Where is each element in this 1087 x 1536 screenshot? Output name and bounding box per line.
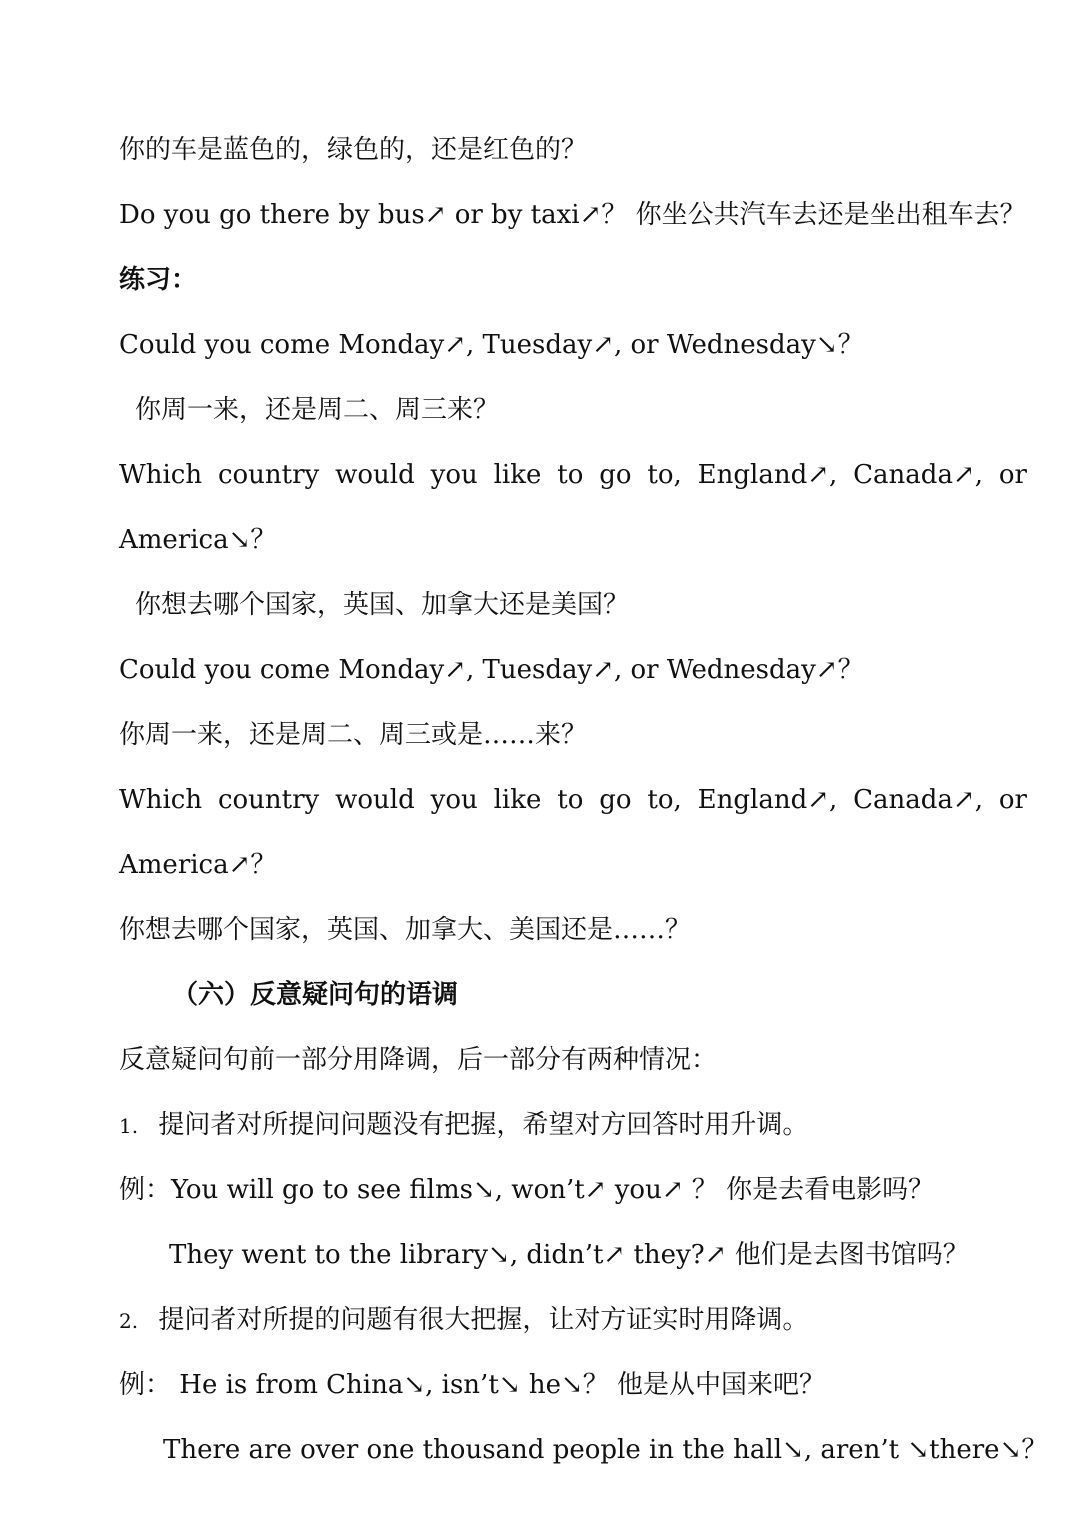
word: Canada↗, (853, 460, 983, 490)
word: or (998, 460, 1027, 490)
item-number: 2. (119, 1309, 139, 1333)
numbered-item (119, 1304, 808, 1337)
justified-line (119, 784, 1027, 816)
text-line: 你周一来，还是周二、周三来？ (135, 395, 500, 425)
word: or (998, 785, 1027, 815)
item-number: 1. (119, 1114, 139, 1138)
item-text: 提问者对所提问问题没有把握，希望对方回答时用升调。 (158, 1110, 809, 1140)
section-label: 练习： (119, 265, 198, 295)
word: Canada↗, (853, 785, 983, 815)
numbered-item (119, 1109, 808, 1142)
text-line: America↘？ (119, 525, 277, 555)
text-line: Could you come Monday↗, Tuesday↗, or Wednesday↗？ (119, 655, 864, 685)
word: you (430, 460, 478, 490)
text-line: 你想去哪个国家，英国、加拿大、美国还是……？ (119, 915, 692, 945)
word: country (217, 785, 320, 815)
text-line: 你的车是蓝色的，绿色的，还是红色的？ (119, 135, 588, 165)
word: would (335, 785, 415, 815)
example-line: 例： He is from China↘, isn’t↘ he↘？ 他是从中国来吧？ (119, 1370, 825, 1400)
justified-line (119, 459, 1027, 491)
example-line: They went to the library↘, didn’t↗ they?↗ 他们是去图书馆吗？ (169, 1240, 969, 1270)
word: to, (647, 460, 682, 490)
example-line: 例：You will go to see films↘, won’t↗ you↗ ？ 你是去看电影吗？ (119, 1175, 935, 1205)
word: Which (119, 785, 203, 815)
word: like (493, 460, 542, 490)
text-line: 你周一来，还是周二、周三或是……来？ (119, 720, 588, 750)
example-line: There are over one thousand people in the hall↘, aren’t ↘there↘？ (163, 1435, 1048, 1465)
word: go (599, 785, 632, 815)
word: England↗, (697, 785, 838, 815)
word: to (557, 785, 584, 815)
item-text: 提问者对所提的问题有很大把握，让对方证实时用降调。 (158, 1305, 809, 1335)
word: Which (119, 460, 203, 490)
text-line: America↗？ (119, 850, 277, 880)
word: to (557, 460, 584, 490)
text-line: Do you go there by bus↗ or by taxi↗？ 你坐公共汽车去还是坐出租车去？ (119, 200, 1026, 230)
section-heading: （六）反意疑问句的语调 (172, 980, 459, 1010)
word: to, (647, 785, 682, 815)
word: you (430, 785, 478, 815)
word: would (335, 460, 415, 490)
word: England↗, (697, 460, 838, 490)
word: go (599, 460, 632, 490)
text-line: 你想去哪个国家，英国、加拿大还是美国？ (135, 590, 630, 620)
word: country (217, 460, 320, 490)
text-line: 反意疑问句前一部分用降调，后一部分有两种情况： (119, 1045, 718, 1075)
word: like (493, 785, 542, 815)
text-line: Could you come Monday↗, Tuesday↗, or Wednesday↘？ (119, 330, 864, 360)
